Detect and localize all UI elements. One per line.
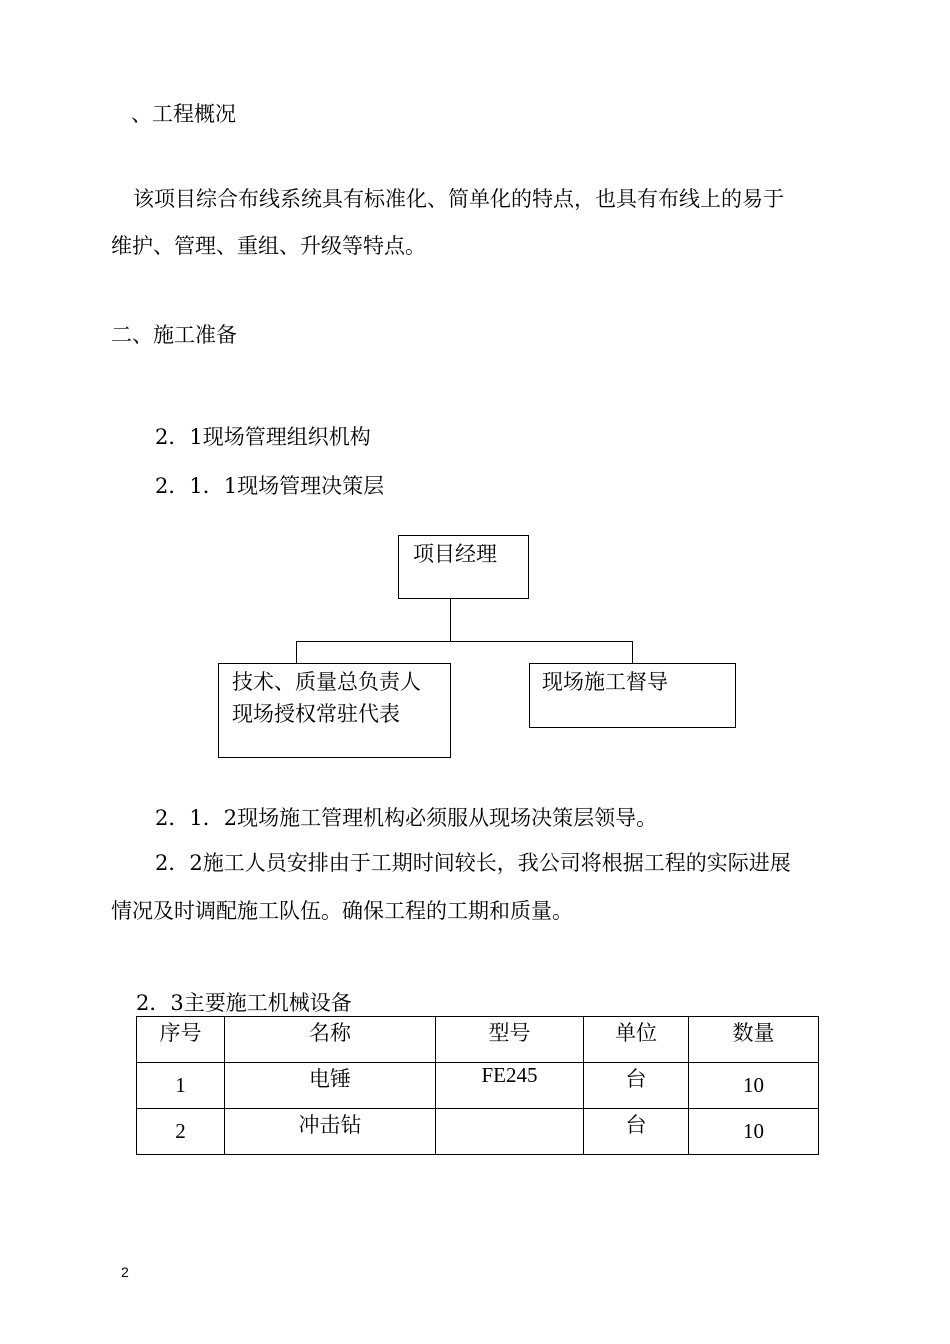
header-cell: 单位 — [584, 1017, 689, 1063]
header-cell: 序号 — [137, 1017, 225, 1063]
subsection-2-2-line1: 2．2施工人员安排由于工期时间较长，我公司将根据工程的实际进展 — [155, 851, 791, 875]
org-box-technical-quality — [218, 663, 451, 758]
org-connector-right-drop — [632, 641, 633, 664]
table-cell: 2 — [137, 1109, 225, 1155]
overview-paragraph-line1: 该项目综合布线系统具有标准化、简单化的特点，也具有布线上的易于 — [133, 187, 784, 211]
page-number: 2 — [121, 1264, 129, 1280]
header-cell: 名称 — [225, 1017, 436, 1063]
table-cell: 冲击钻 — [225, 1109, 436, 1155]
section-heading-preparation: 二、施工准备 — [111, 323, 237, 347]
org-connector-left-drop — [296, 641, 297, 664]
org-label-project-manager: 项目经理 — [413, 542, 497, 566]
table-cell: 1 — [137, 1063, 225, 1109]
table-cell: 台 — [584, 1109, 689, 1155]
subsection-2-1-2: 2．1．2现场施工管理机构必须服从现场决策层领导。 — [155, 806, 658, 830]
header-cell: 型号 — [436, 1017, 584, 1063]
subsection-2-1-1: 2．1．1现场管理决策层 — [155, 474, 385, 498]
org-box-project-manager — [398, 535, 529, 599]
section-heading-overview: 、工程概况 — [131, 102, 236, 126]
subsection-2-3: 2．3主要施工机械设备 — [136, 991, 352, 1015]
overview-paragraph-line2: 维护、管理、重组、升级等特点。 — [111, 234, 426, 258]
org-label-technical-line2: 现场授权常驻代表 — [232, 702, 400, 726]
org-connector-vertical-top — [450, 598, 451, 642]
equipment-table — [136, 1016, 819, 1155]
table-cell: 10 — [689, 1063, 819, 1109]
org-box-site-supervisor — [529, 663, 736, 728]
table-cell: 台 — [584, 1063, 689, 1109]
org-label-technical-line1: 技术、质量总负责人 — [232, 670, 421, 694]
table-cell: 电锤 — [225, 1063, 436, 1109]
subsection-2-1: 2．1现场管理组织机构 — [155, 425, 371, 449]
table-cell: 10 — [689, 1109, 819, 1155]
header-cell: 数量 — [689, 1017, 819, 1063]
table-row — [137, 1063, 819, 1109]
table-cell: FE245 — [436, 1063, 584, 1109]
table-header-row — [137, 1017, 819, 1063]
org-connector-horizontal — [296, 641, 633, 642]
org-label-site-supervisor: 现场施工督导 — [542, 670, 668, 694]
subsection-2-2-line2: 情况及时调配施工队伍。确保工程的工期和质量。 — [111, 899, 573, 923]
table-cell — [436, 1109, 584, 1155]
table-row — [137, 1109, 819, 1155]
